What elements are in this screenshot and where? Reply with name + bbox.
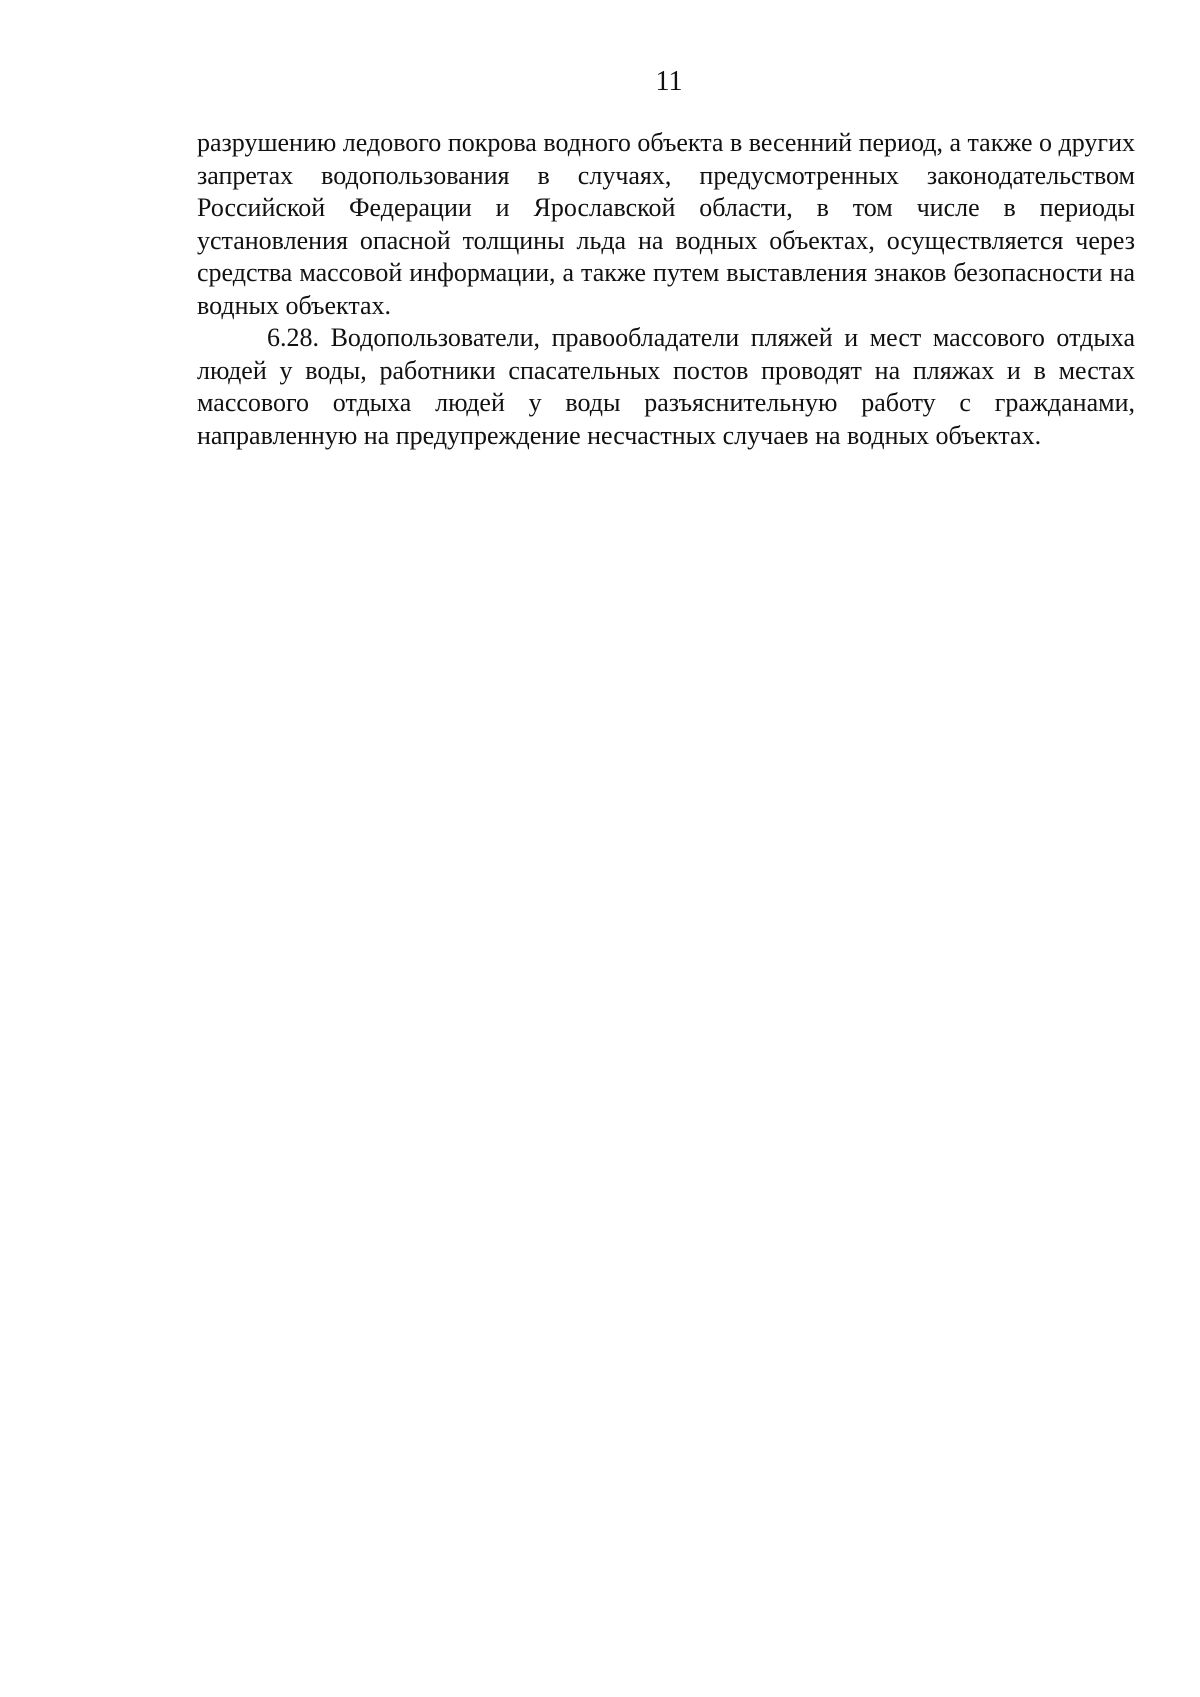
document-body — [197, 127, 1135, 452]
paragraph-continuation: разрушению ледового покрова водного объекта в весенний период, а также о других запретах водопользования в случаях, предусмотренных законодательством Российской Федерации и Ярославской области, в том числе в периоды установления опасной толщины льда на водных объектах, осуществляется через средства массовой информации, а также путем выставления знаков безопасности на водных объектах. — [197, 128, 1135, 320]
paragraph-6-28: 6.28. Водопользователи, правообладатели пляжей и мест массового отдыха людей у воды, работники спасательных постов проводят на пляжах и в местах массового отдыха людей у воды разъяснительную работу с гражданами, направленную на предупреждение несчастных случаев на водных объектах. — [197, 323, 1135, 450]
page-number: 11 — [655, 66, 683, 97]
